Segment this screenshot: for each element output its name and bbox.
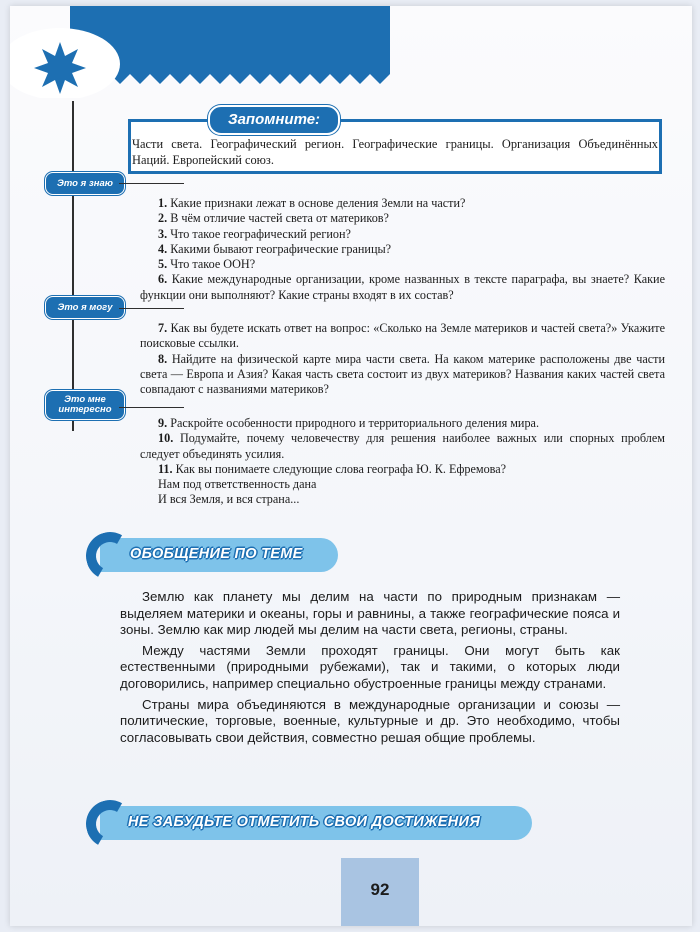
achievements-title: НЕ ЗАБУДЬТЕ ОТМЕТИТЬ СВОИ ДОСТИЖЕНИЯ — [128, 814, 481, 830]
poem-line-2: И вся Земля, и вся страна... — [158, 492, 300, 507]
page-number: 92 — [341, 858, 419, 926]
question-11: 11. Как вы понимаете следующие слова географа Ю. К. Ефремова? — [158, 461, 507, 476]
question-2: 2. В чём отличие частей света от материков? — [158, 211, 389, 226]
question-5: 5. Что такое ООН? — [158, 257, 256, 272]
questions-know — [140, 196, 665, 303]
question-6: 6. Какие международные организации, кроме названных в тексте параграфа, вы знаете? Какие функции они выполняют? Какие страны входят в их состав? — [140, 272, 665, 302]
question-3: 3. Что такое географический регион? — [158, 226, 351, 241]
summary-paragraph: Страны мира объединяются в международные организации и союзы — политические, торговые, военные, культурные и др. Это необходимо, чтобы согласовывать свои действия, совместно решая общие проблемы. — [120, 696, 620, 745]
tag-interesting: Это мне интересно — [45, 390, 125, 420]
summary-paragraph: Землю как планету мы делим на части по природным признакам — выделяем материки и океаны, горы и равнины, а также географические пояса и зоны. Землю как мир людей мы делим на части света, регионы, страны. — [120, 589, 620, 638]
summary-title: ОБОБЩЕНИЕ ПО ТЕМЕ — [130, 546, 303, 562]
question-9: 9. Раскройте особенности природного и территориального деления мира. — [158, 416, 540, 430]
tag-i-know-line — [119, 183, 184, 184]
question-4: 4. Какими бывают географические границы? — [158, 241, 392, 256]
timeline-line — [72, 101, 74, 431]
poem-line-1: Нам под ответственность дана — [158, 477, 317, 492]
summary-paragraph: Между частями Земли проходят границы. Они могут быть как естественными (природными рубежами), так и такими, о которых люди договорились, например специально обустроенные границы между странами. — [120, 642, 620, 691]
question-10: 10. Подумайте, почему человечеству для решения наиболее важных или спорных проблем следует объединять усилия. — [140, 431, 665, 461]
remember-text: Части света. Географический регион. Географические границы. Организация Объединённых Наций. Европейский союз. — [132, 137, 658, 167]
remember-title: Запомните: — [208, 105, 340, 135]
textbook-page — [10, 6, 692, 926]
summary-text — [120, 589, 620, 750]
tag-i-can-line — [119, 308, 184, 309]
questions-can — [140, 321, 665, 397]
tag-i-know: Это я знаю — [45, 172, 125, 195]
tag-i-can: Это я могу — [45, 296, 125, 319]
header-decoration — [10, 6, 692, 98]
question-1: 1. Какие признаки лежат в основе деления Земли на части? — [158, 196, 466, 210]
questions-interesting — [140, 416, 665, 508]
question-7: 7. Как вы будете искать ответ на вопрос: «Сколько на Земле материков и частей света?» Укажите поисковые ссылки. — [140, 321, 665, 351]
tag-interesting-line — [119, 407, 184, 408]
question-8: 8. Найдите на физической карте мира части света. На каком материке расположены две части света — Европа и Азия? Какая часть света состоит из двух материков? Названия каких частей света совпадают с названиями материков? — [140, 351, 665, 397]
